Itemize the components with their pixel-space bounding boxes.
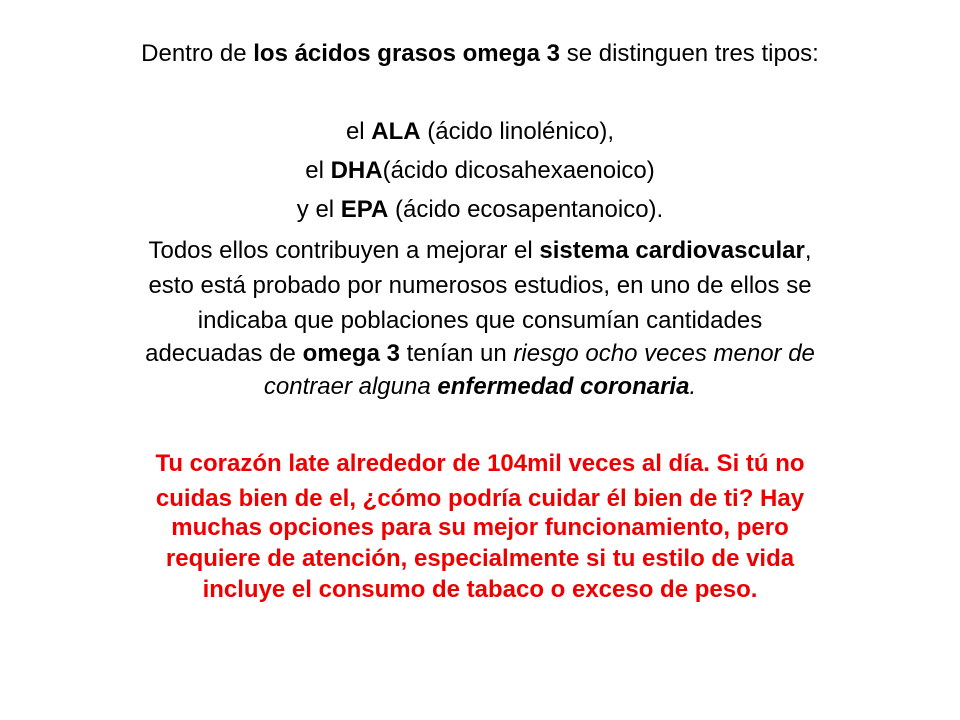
highlight-line-4 xyxy=(0,544,960,574)
paragraph-line-3 xyxy=(0,306,960,336)
type-ala xyxy=(0,117,960,147)
type-description: (ácido ecosapentanoico). xyxy=(388,196,664,223)
paragraph-text: Todos ellos contribuyen a mejorar el xyxy=(148,237,540,264)
highlight-text: muchas opciones para su mejor funcionamiento, pero xyxy=(171,514,789,541)
paragraph-italic: riesgo ocho veces menor de xyxy=(513,340,815,367)
type-prefix: el xyxy=(345,118,372,145)
paragraph-line-2 xyxy=(0,271,960,301)
paragraph-text: tenían un xyxy=(399,340,514,367)
type-description: (ácido dicosahexaenoico) xyxy=(382,157,655,184)
highlight-line-2 xyxy=(0,484,960,514)
intro-bold: los ácidos grasos omega 3 xyxy=(253,40,561,67)
type-prefix: el xyxy=(305,157,331,184)
highlight-line-5 xyxy=(0,575,960,605)
type-prefix: y el xyxy=(296,196,341,223)
type-dha xyxy=(0,156,960,186)
intro-text: Dentro de xyxy=(141,40,254,67)
type-acronym: ALA xyxy=(371,118,421,145)
paragraph-line-4 xyxy=(0,339,960,369)
paragraph-bold-italic: enfermedad coronaria xyxy=(437,373,690,400)
highlight-text: incluye el consumo de tabaco o exceso de peso. xyxy=(202,576,758,603)
highlight-line-1 xyxy=(0,449,960,479)
paragraph-line-1 xyxy=(0,236,960,266)
type-description: (ácido linolénico), xyxy=(420,118,615,145)
intro-line xyxy=(0,39,960,69)
highlight-text: requiere de atención, especialmente si tu estilo de vida xyxy=(165,545,795,572)
paragraph-text: , xyxy=(804,237,812,264)
highlight-text: Tu corazón late alrededor de 104mil veces al día. Si tú no xyxy=(155,450,805,477)
paragraph-bold: sistema cardiovascular xyxy=(539,237,805,264)
type-acronym: DHA xyxy=(330,157,383,184)
intro-text-end: se distinguen tres tipos: xyxy=(560,40,819,67)
highlight-line-3 xyxy=(0,513,960,543)
paragraph-text: indicaba que poblaciones que consumían cantidades xyxy=(197,307,763,334)
paragraph-italic: contraer alguna xyxy=(263,373,438,400)
type-epa xyxy=(0,195,960,225)
paragraph-italic: . xyxy=(689,373,697,400)
paragraph-bold: omega 3 xyxy=(302,340,400,367)
paragraph-line-5 xyxy=(0,372,960,402)
paragraph-text: esto está probado por numerosos estudios, en uno de ellos se xyxy=(148,272,812,299)
highlight-text: cuidas bien de el, ¿cómo podría cuidar él bien de ti? Hay xyxy=(155,485,805,512)
type-acronym: EPA xyxy=(340,196,389,223)
paragraph-text: adecuadas de xyxy=(145,340,303,367)
